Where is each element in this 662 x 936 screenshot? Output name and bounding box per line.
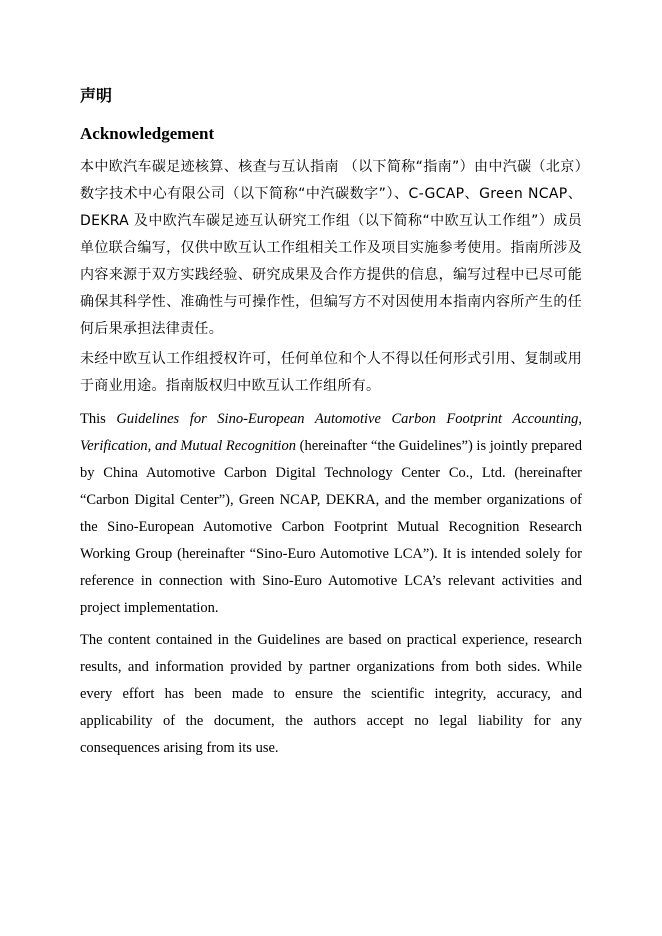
chinese-paragraph-disclaimer: 本中欧汽车碳足迹核算、核查与互认指南 （以下简称“指南”）由中汽碳（北京）数字技术中心有限公司（以下简称“中汽碳数字”）、C-GCAP、Green NCAP、DEKRA 及中欧汽车碳足迹互认研究工作组（以下简称“中欧互认工作组”）成员单位联合编写，仅供中欧互认工作组相关工作及项目实施参考使用。指南所涉及内容来源于双方实践经验、研究成果及合作方提供的信息，编写过程中已尽可能确保其科学性、准确性与可操作性，但编写方不对因使用本指南内容所产生的任何后果承担法律责任。: [80, 159, 582, 337]
document-page: [80, 84, 582, 762]
heading-chinese: 声明: [80, 86, 113, 105]
english-paragraph-prefix: This: [80, 411, 117, 427]
english-paragraph-body: (hereinafter “the Guidelines”) is jointly prepared by China Automotive Carbon Digital Technology Center Co., Ltd. (hereinafter “Carbon Digital Center”), Green NCAP, DEKRA, and the member organizations of the Sino-European Automotive Carbon Footprint Mutual Recognition Research Working Group (hereinafter “Sino-Euro Automotive LCA”). It is intended solely for reference in connection with Sino-Euro Automotive LCA’s relevant activities and project implementation.: [80, 438, 582, 616]
heading-english: Acknowledgement: [80, 124, 215, 143]
english-paragraph-disclaimer: [80, 406, 582, 622]
guidelines-title: Guidelines for Sino-European Automotive Carbon Footprint Accounting, Verification, and Mutual Recognition: [80, 411, 582, 454]
chinese-paragraph-copyright: 未经中欧互认工作组授权许可，任何单位和个人不得以任何形式引用、复制或用于商业用途。指南版权归中欧互认工作组所有。: [80, 351, 582, 394]
english-paragraph-liability: The content contained in the Guidelines are based on practical experience, research results, and information provided by partner organizations from both sides. While every effort has been made to ensure the scientific integrity, accuracy, and applicability of the document, the authors accept no legal liability for any consequences arising from its use.: [80, 632, 582, 756]
